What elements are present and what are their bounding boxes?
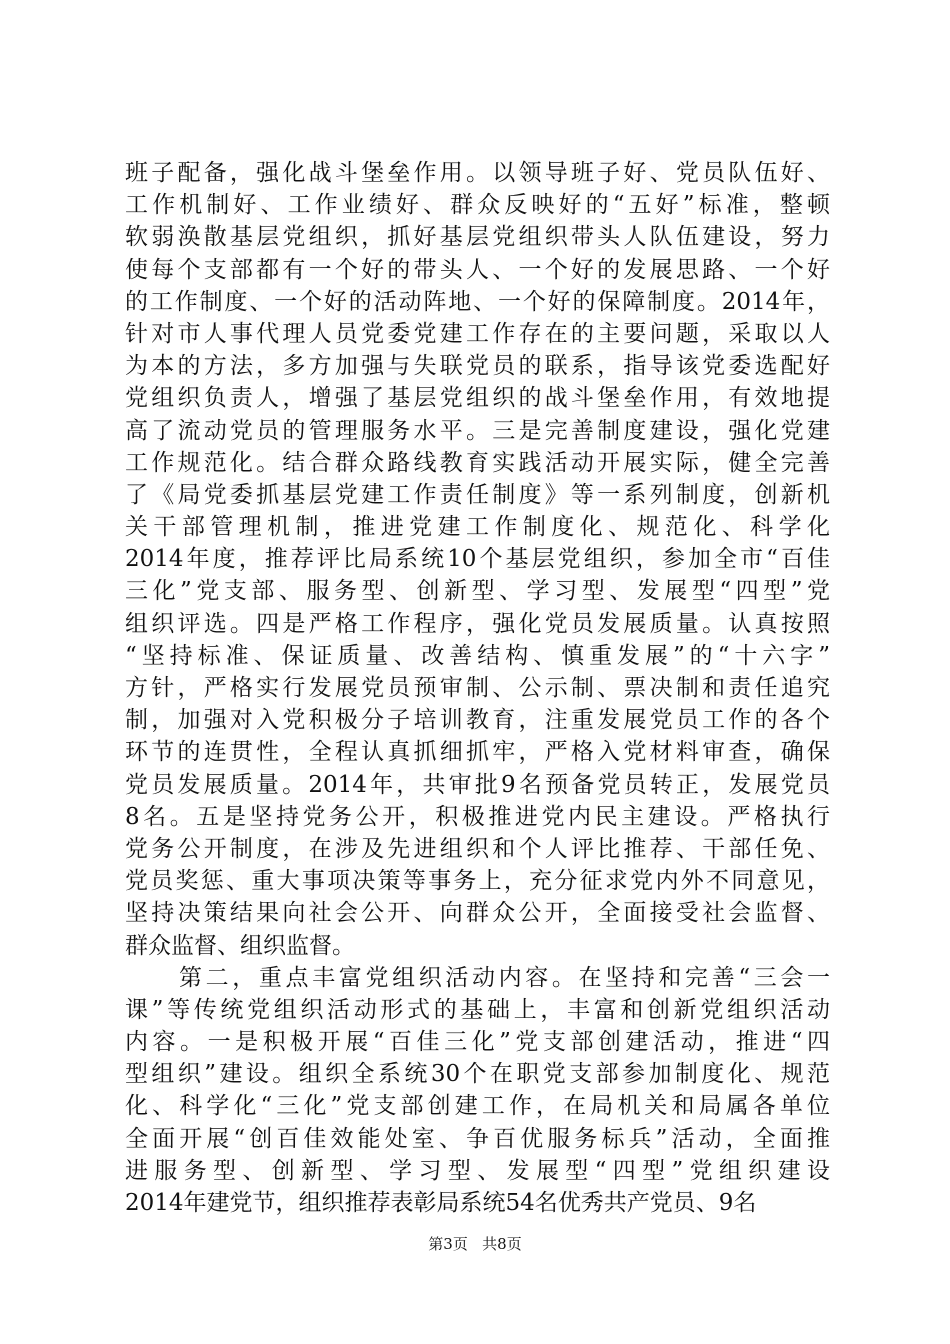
paragraph-line: 型组织”建设。组织全系统30个在职党支部参加制度化、规范	[125, 1061, 830, 1088]
paragraph-line: 工作机制好、工作业绩好、群众反映好的“五好”标准，整顿	[125, 192, 830, 219]
paragraph	[125, 157, 830, 962]
paragraph-line: 班子配备，强化战斗堡垒作用。以领导班子好、党员队伍好、	[125, 160, 830, 186]
page-total: 共8页	[482, 1235, 522, 1253]
paragraph-line: 制，加强对入党积极分子培训教育，注重发展党员工作的各个	[125, 707, 830, 734]
paragraph-line: 党务公开制度，在涉及先进组织和个人评比推荐、干部任免、	[125, 835, 830, 862]
paragraph-line: 党员奖惩、重大事项决策等事务上，充分征求党内外不同意见，	[125, 868, 830, 895]
paragraph-line: 为本的方法，多方加强与失联党员的联系，指导该党委选配好	[125, 353, 830, 380]
paragraph	[125, 962, 830, 1220]
paragraph-line: 工作规范化。结合群众路线教育实践活动开展实际，健全完善	[125, 449, 830, 476]
paragraph-line: 第二，重点丰富党组织活动内容。在坚持和完善“三会一	[179, 964, 830, 991]
paragraph-line: 软弱涣散基层党组织，抓好基层党组织带头人队伍建设，努力	[125, 224, 830, 251]
paragraph-line: 党员发展质量。2014年，共审批9名预备党员转正，发展党员	[125, 771, 830, 798]
paragraph-line: 的工作制度、一个好的活动阵地、一个好的保障制度。2014年，	[125, 288, 830, 315]
paragraph-line: 8名。五是坚持党务公开，积极推进党内民主建设。严格执行	[125, 803, 830, 830]
paragraph-line: 内容。一是积极开展“百佳三化”党支部创建活动，推进“四	[125, 1029, 830, 1056]
paragraph-line: 针对市人事代理人员党委党建工作存在的主要问题，采取以人	[125, 320, 830, 347]
paragraph-line: 全面开展“创百佳效能处室、争百优服务标兵”活动，全面推	[125, 1125, 830, 1152]
footer-separator	[473, 1235, 478, 1253]
paragraph-line: 了《局党委抓基层党建工作责任制度》等一系列制度，创新机	[125, 481, 830, 508]
paragraph-line: 方针，严格实行发展党员预审制、公示制、票决制和责任追究	[125, 675, 830, 701]
paragraph-line: 课”等传统党组织活动形式的基础上，丰富和创新党组织活动	[125, 996, 830, 1023]
page-footer	[0, 1234, 950, 1254]
paragraph-line: 高了流动党员的管理服务水平。三是完善制度建设，强化党建	[125, 417, 830, 444]
paragraph-line: 群众监督、组织监督。	[125, 932, 355, 959]
paragraph-line: 关干部管理机制，推进党建工作制度化、规范化、科学化	[125, 514, 830, 541]
paragraph-line: 环节的连贯性，全程认真抓细抓牢，严格入党材料审查，确保	[125, 739, 830, 766]
paragraph-line: 三化”党支部、服务型、创新型、学习型、发展型“四型”党	[125, 578, 830, 605]
paragraph-line: 组织评选。四是严格工作程序，强化党员发展质量。认真按照	[125, 610, 830, 637]
document-body	[125, 157, 830, 1219]
paragraph-line: 2014年建党节，组织推荐表彰局系统54名优秀共产党员、9名	[125, 1190, 757, 1216]
paragraph-line: 进服务型、创新型、学习型、发展型“四型”党组织建设	[125, 1157, 830, 1184]
paragraph-line: “坚持标准、保证质量、改善结构、慎重发展”的“十六字”	[125, 642, 830, 669]
paragraph-line: 坚持决策结果向社会公开、向群众公开，全面接受社会监督、	[125, 900, 830, 927]
page-number: 第3页	[428, 1235, 468, 1253]
paragraph-line: 党组织负责人，增强了基层党组织的战斗堡垒作用，有效地提	[125, 385, 830, 412]
paragraph-line: 2014年度，推荐评比局系统10个基层党组织，参加全市“百佳	[125, 546, 830, 573]
paragraph-line: 使每个支部都有一个好的带头人、一个好的发展思路、一个好	[125, 256, 830, 283]
paragraph-line: 化、科学化“三化”党支部创建工作，在局机关和局属各单位	[125, 1093, 830, 1120]
